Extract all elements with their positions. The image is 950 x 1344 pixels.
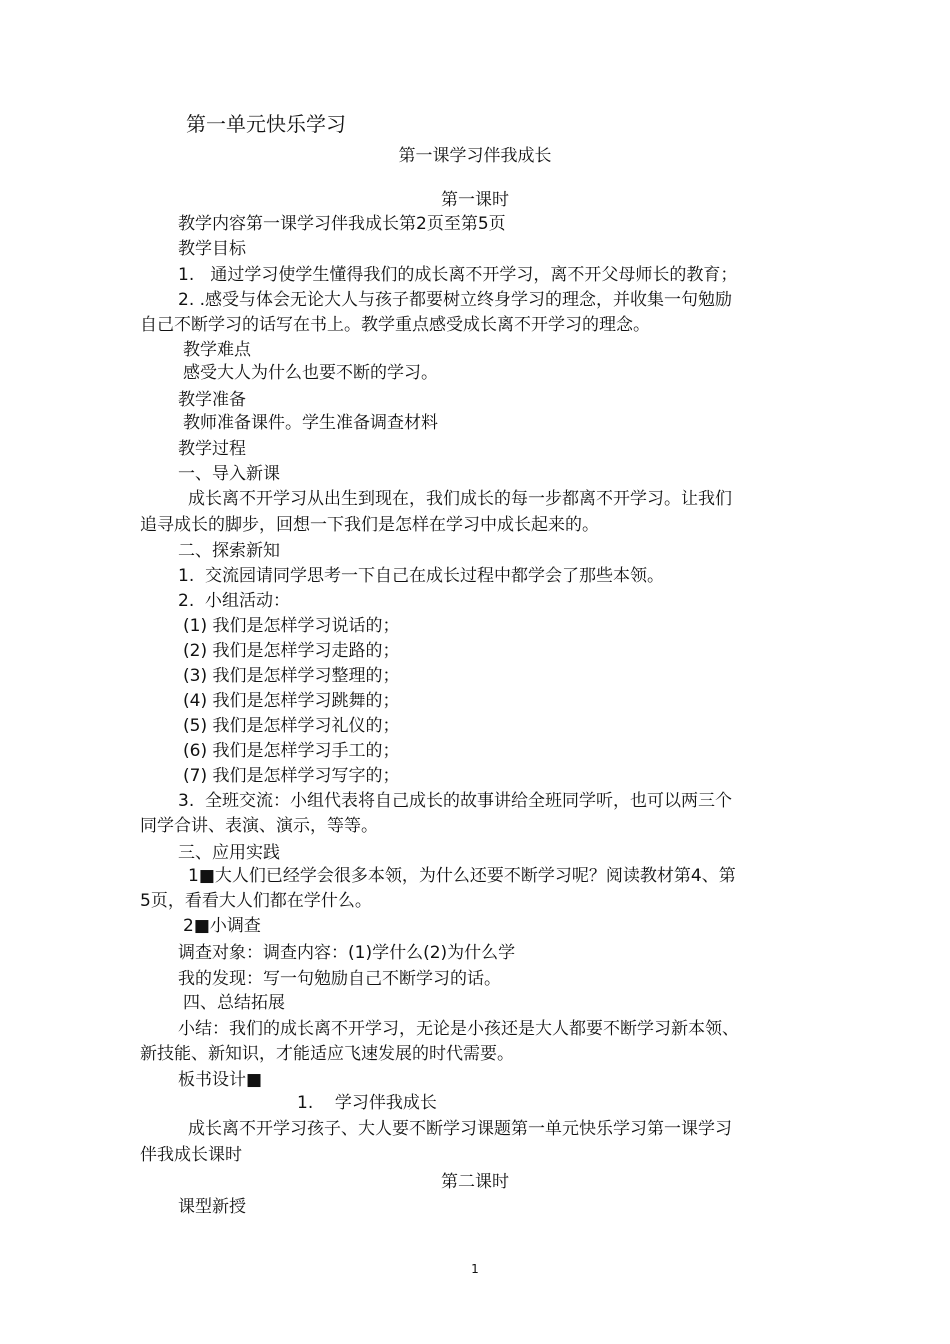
step-3-line-2: 同学合讲、表演、演示，等等。 [140, 816, 378, 836]
summary-line-2: 新技能、新知识，才能适应飞速发展的时代需要。 [140, 1044, 514, 1064]
prep-heading: 教学准备 [178, 390, 246, 410]
board-heading: 板书设计■ [178, 1070, 263, 1090]
section-1-heading: 一、导入新课 [178, 464, 280, 484]
step-2: 2. 小组活动： [178, 591, 291, 611]
survey-line: 调查对象：调查内容：(1)学什么(2)为什么学 [178, 943, 516, 963]
list-item: (2) 我们是怎样学习走路的； [183, 641, 400, 661]
section-3-heading: 三、应用实践 [178, 843, 280, 863]
unit-title: 第一单元快乐学习 [186, 112, 346, 136]
difficulty-heading: 教学难点 [183, 340, 251, 360]
page-number: 1 [471, 1262, 479, 1276]
list-item: (1) 我们是怎样学习说话的； [183, 616, 400, 636]
goal-2-line-2: 自己不断学习的话写在书上。教学重点感受成长离不开学习的理念。 [140, 315, 650, 335]
goal-1: 1. 通过学习使学生懂得我们的成长离不开学习，离不开父母师长的教育； [178, 265, 738, 285]
board-title: 1. 学习伴我成长 [297, 1093, 437, 1113]
list-item: (4) 我们是怎样学习跳舞的； [183, 691, 400, 711]
list-item: (6) 我们是怎样学习手工的； [183, 741, 400, 761]
board-line-1: 成长离不开学习孩子、大人要不断学习课题第一单元快乐学习第一课学习 [188, 1119, 732, 1139]
board-line-2: 伴我成长课时 [140, 1145, 242, 1165]
summary-line-1: 小结：我们的成长离不开学习，无论是小孩还是大人都要不断学习新本领、 [178, 1019, 739, 1039]
period-1-heading: 第一课时 [441, 190, 509, 210]
lesson-type: 课型新授 [178, 1197, 246, 1217]
list-item: (3) 我们是怎样学习整理的； [183, 666, 400, 686]
section-4-heading: 四、总结拓展 [183, 993, 285, 1013]
teaching-content: 教学内容第一课学习伴我成长第2页至第5页 [178, 214, 506, 234]
apply-1-line-2: 5页，看看大人们都在学什么。 [140, 891, 372, 911]
section-2-heading: 二、探索新知 [178, 541, 280, 561]
goal-2-line-1: 2. .感受与体会无论大人与孩子都要树立终身学习的理念，并收集一句勉励 [178, 290, 733, 310]
apply-2: 2■小调查 [183, 916, 261, 936]
period-2-heading: 第二课时 [441, 1172, 509, 1192]
lesson-title: 第一课学习伴我成长 [398, 146, 552, 166]
process-heading: 教学过程 [178, 439, 246, 459]
step-1: 1. 交流园请同学思考一下自己在成长过程中都学会了那些本领。 [178, 566, 665, 586]
difficulty-text: 感受大人为什么也要不断的学习。 [183, 363, 438, 383]
prep-text: 教师准备课件。学生准备调查材料 [183, 413, 438, 433]
section-1-para-line-2: 追寻成长的脚步，回想一下我们是怎样在学习中成长起来的。 [140, 515, 599, 535]
section-1-para-line-1: 成长离不开学习从出生到现在，我们成长的每一步都离不开学习。让我们 [188, 489, 732, 509]
step-3-line-1: 3. 全班交流：小组代表将自己成长的故事讲给全班同学听，也可以两三个 [178, 791, 733, 811]
list-item: (7) 我们是怎样学习写字的； [183, 766, 400, 786]
finding-line: 我的发现：写一句勉励自己不断学习的话。 [178, 969, 501, 989]
apply-1-line-1: 1■大人们已经学会很多本领，为什么还要不断学习呢？阅读教材第4、第 [188, 866, 736, 886]
list-item: (5) 我们是怎样学习礼仪的； [183, 716, 400, 736]
goals-heading: 教学目标 [178, 239, 246, 259]
